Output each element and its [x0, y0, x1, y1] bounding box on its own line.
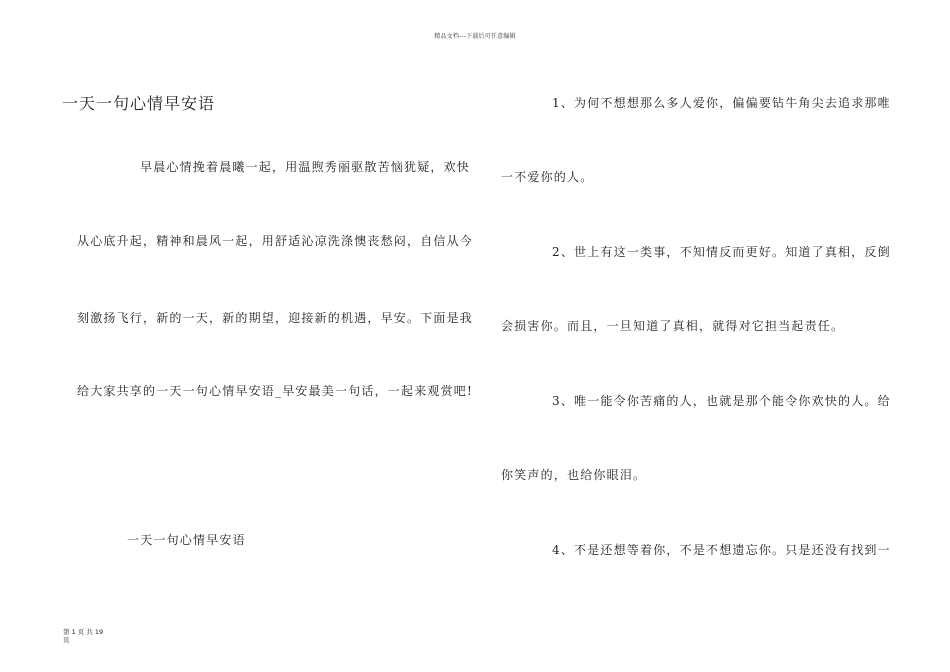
right-paragraph-line: 1、为何不想想那么多人爱你，偏偏要钻牛角尖去追求那唯 — [552, 96, 891, 110]
right-paragraph-line: 4、不是还想等着你，不是不想遗忘你。只是还没有找到一 — [552, 543, 891, 557]
left-paragraph-line: 刻激扬飞行，新的一天，新的期望，迎接新的机遇，早安。下面是我 — [77, 311, 474, 325]
left-paragraph-line: 早晨心情挽着晨曦一起，用温煦秀丽驱散苦恼犹疑，欢快 — [140, 160, 471, 174]
document-title: 一天一句心情早安语 — [62, 94, 216, 113]
right-paragraph-line: 2、世上有这一类事，不知情反而更好。知道了真相，反倒 — [552, 245, 891, 259]
page-header: 精品文档---下载后可任意编辑 — [434, 33, 516, 40]
page-number-suffix: 页 — [63, 636, 70, 644]
page-number: 第 1 页 共 19 — [63, 628, 104, 636]
right-paragraph-line: 3、唯一能令你苦痛的人，也就是那个能令你欢快的人。给 — [552, 394, 891, 408]
section-heading: 一天一句心情早安语 — [127, 533, 246, 547]
left-paragraph-line: 从心底升起，精神和晨风一起，用舒适沁凉洗涤懊丧愁闷，自信从今 — [77, 234, 474, 248]
right-paragraph-line: 一不爱你的人。 — [501, 170, 594, 184]
page-footer — [63, 628, 123, 644]
left-paragraph-line: 给大家共享的一天一句心情早安语_早安最美一句话，一起来观赏吧! — [77, 384, 474, 398]
right-paragraph-line: 会损害你。而且，一旦知道了真相，就得对它担当起责任。 — [501, 319, 845, 333]
right-paragraph-line: 你笑声的，也给你眼泪。 — [501, 468, 647, 482]
